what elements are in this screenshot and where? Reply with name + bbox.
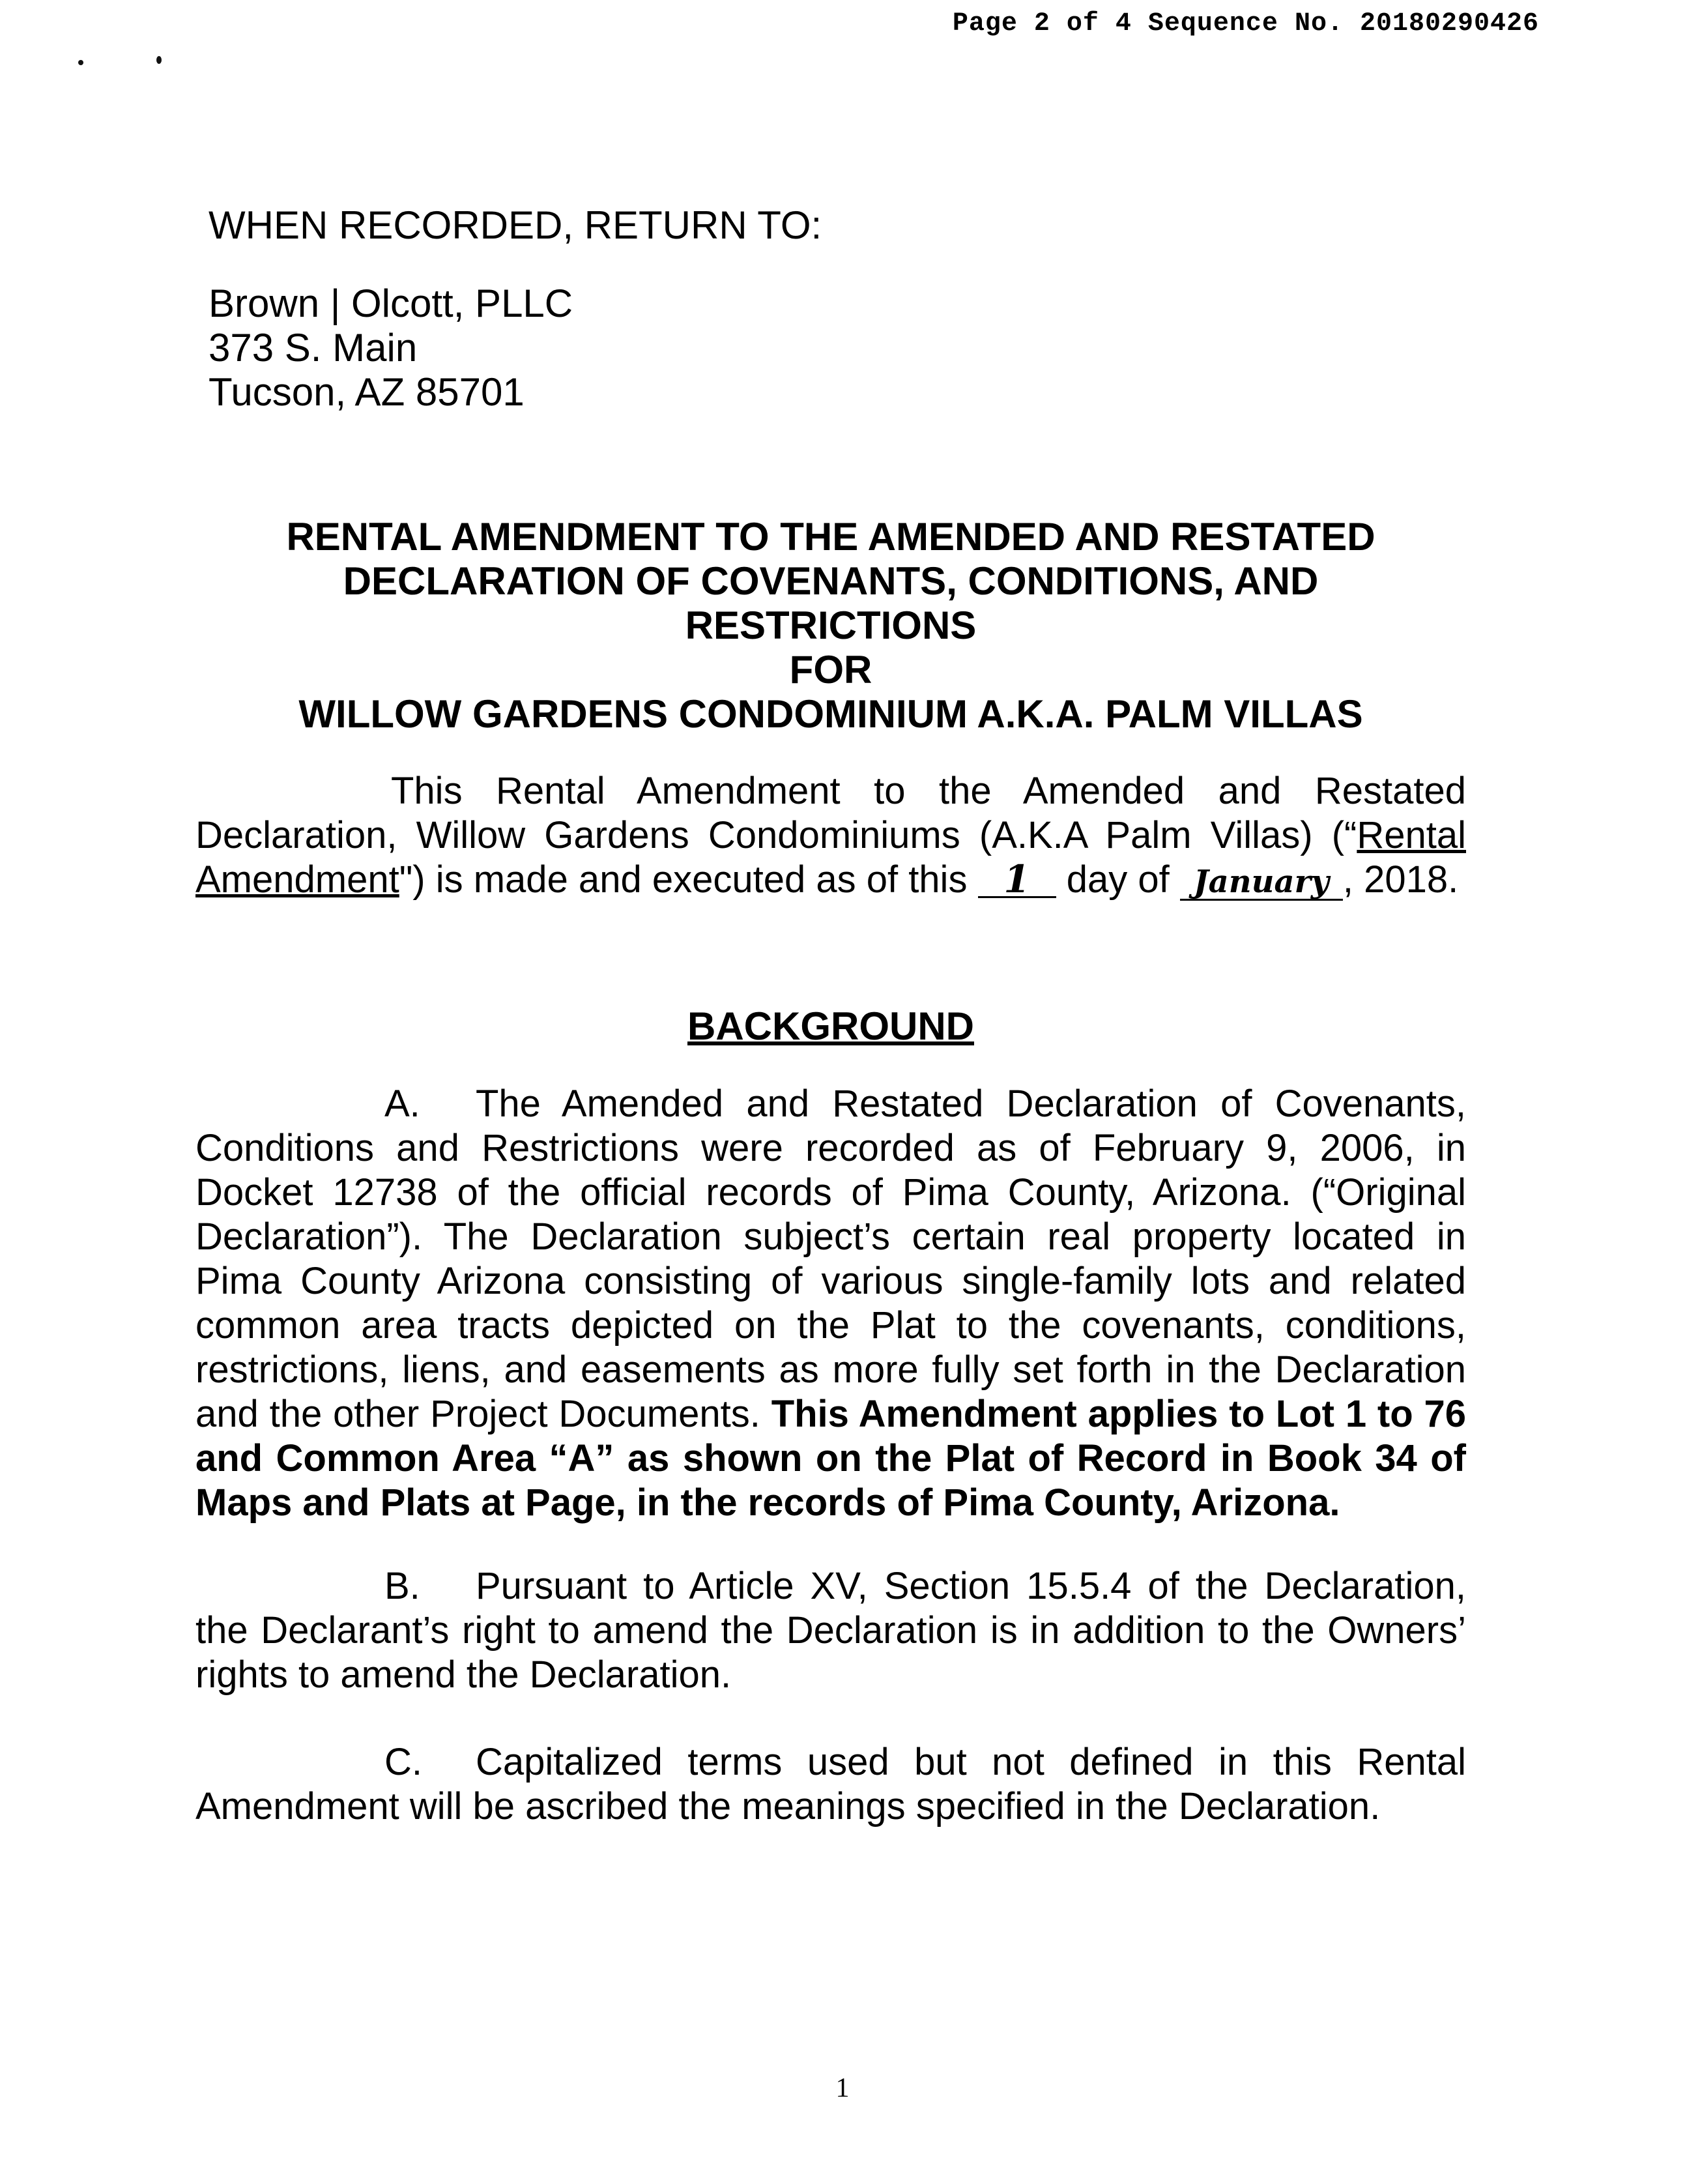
item-label: C. <box>384 1741 422 1783</box>
item-label: A. <box>384 1083 420 1125</box>
return-street: 373 S. Main <box>209 326 418 370</box>
return-address-block <box>209 203 822 415</box>
item-text: Capitalized terms used but not defined in this Rental Amendment will be ascribed the meanings specified in the Declaration. <box>195 1741 1466 1827</box>
intro-paragraph: This Rental Amendment to the Amended and Restated Declaration, Willow Gardens Condominiums (A.K.A Palm Villas) (“Rental Amendment") is made and executed as of this 1 day of January , 2018. <box>195 770 1466 901</box>
item-text: Pursuant to Article XV, Section 15.5.4 of the Declaration, the Declarant’s right to amend the Declaration is in addition to the Owners’ rights to amend the Declaration. <box>195 1565 1466 1696</box>
scan-speck <box>156 56 162 64</box>
title-line: FOR <box>789 648 872 692</box>
return-city: Tucson, AZ 85701 <box>209 370 525 414</box>
handwritten-month: January <box>1180 865 1343 901</box>
item-bold-text: This Amendment applies to Lot 1 to 76 and Common Area “A” as shown on the Plat of Record in Book 34 of Maps and Plats at Page, in the records of Pima County, Arizona. <box>195 1393 1466 1524</box>
return-heading: WHEN RECORDED, RETURN TO: <box>209 203 822 247</box>
day-of-label: day of <box>1066 858 1170 901</box>
item-label: B. <box>384 1565 420 1607</box>
title-line: RENTAL AMENDMENT TO THE AMENDED AND RESTATED <box>286 515 1375 559</box>
background-heading: BACKGROUND <box>687 1004 974 1048</box>
intro-text: This Rental Amendment to the Amended and Restated Declaration, Willow Gardens Condominiums (A.K.A Palm Villas) (“ <box>195 770 1466 856</box>
return-name: Brown | Olcott, PLLC <box>209 282 573 325</box>
title-line: WILLOW GARDENS CONDOMINIUM A.K.A. PALM VILLAS <box>298 692 1363 736</box>
intro-text-mid: ") is made and executed as of this <box>399 858 968 901</box>
background-item-c <box>195 1740 1466 1829</box>
recording-stamp-header: Page 2 of 4 Sequence No. 20180290426 <box>952 9 1539 38</box>
background-item-a <box>195 1082 1466 1525</box>
defined-term-rental-amendment: Rental Amendment <box>195 814 1466 901</box>
handwritten-day: 1 <box>978 862 1056 898</box>
scan-speck <box>78 60 83 65</box>
document-title <box>195 515 1466 736</box>
title-line: DECLARATION OF COVENANTS, CONDITIONS, AND RESTRICTIONS <box>343 559 1319 647</box>
page-number: 1 <box>835 2073 850 2103</box>
item-text: The Amended and Restated Declaration of Covenants, Conditions and Restrictions were recorded as of February 9, 2006, in Docket 12738 of the official records of Pima County, Arizona. (“Original Declaration”). The Declaration subject’s certain real property located in Pima County Arizona consisting of various single-family lots and related common area tracts depicted on the Plat to the covenants, conditions, restrictions, liens, and easements as more fully set forth in the Declaration and the other Project Documents. <box>195 1083 1466 1435</box>
background-item-b <box>195 1564 1466 1697</box>
intro-year: 2018. <box>1364 858 1459 901</box>
